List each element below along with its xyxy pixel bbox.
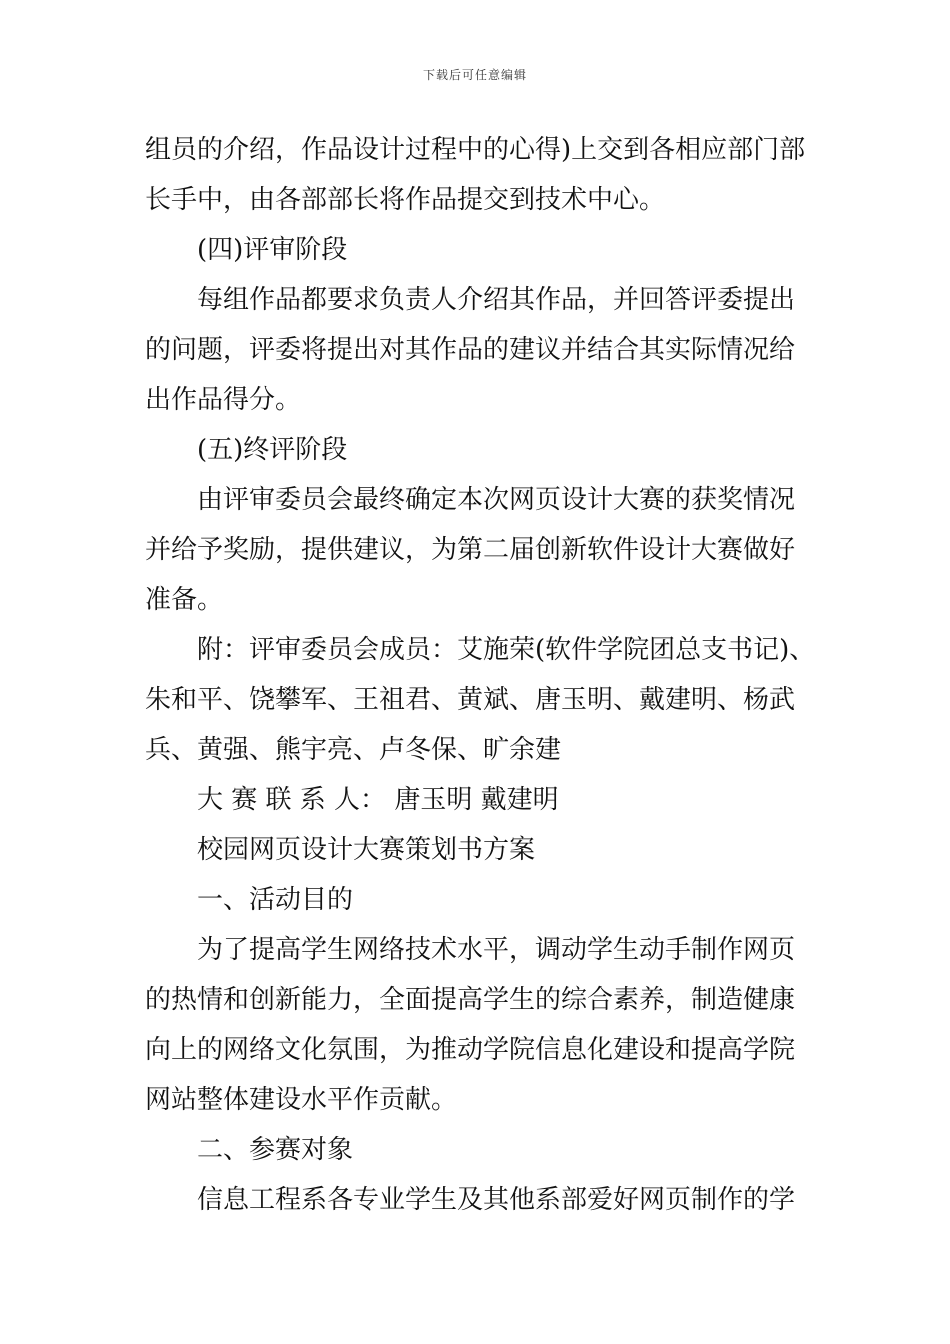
text-line: 由评审委员会最终确定本次网页设计大赛的获奖情况 [197, 485, 796, 515]
text-line: 校园网页设计大赛策划书方案 [197, 835, 536, 865]
text-line: 一、活动目的 [197, 885, 354, 915]
text-line: 的问题，评委将提出对其作品的建议并结合其实际情况给 [145, 335, 796, 365]
text-line: 组员的介绍，作品设计过程中的心得)上交到各相应部门部 [145, 135, 806, 165]
document-body [145, 125, 815, 1225]
text-line: 信息工程系各专业学生及其他系部爱好网页制作的学 [197, 1185, 796, 1215]
text-line: 兵、黄强、熊宇亮、卢冬保、旷余建 [145, 735, 562, 765]
text-line: (五)终评阶段 [197, 435, 348, 465]
text-line: 准备。 [145, 585, 224, 615]
text-line: 并给予奖励，提供建议，为第二届创新软件设计大赛做好 [145, 535, 796, 565]
text-line: 的热情和创新能力，全面提高学生的综合素养，制造健康 [145, 985, 796, 1015]
text-line: (四)评审阶段 [197, 235, 348, 265]
text-line: 出作品得分。 [145, 385, 302, 415]
text-line: 为了提高学生网络技术水平，调动学生动手制作网页 [197, 935, 796, 965]
text-line: 大 赛 联 系 人： 唐玉明 戴建明 [197, 785, 559, 815]
text-line: 二、参赛对象 [197, 1135, 354, 1165]
text-line: 附：评审委员会成员：艾施荣(软件学院团总支书记)、 [197, 635, 815, 665]
page-header: 下载后可任意编辑 [422, 68, 527, 82]
text-line: 长手中，由各部部长将作品提交到技术中心。 [145, 185, 666, 215]
text-line: 网站整体建设水平作贡献。 [145, 1085, 458, 1115]
text-line: 向上的网络文化氛围，为推动学院信息化建设和提高学院 [145, 1035, 796, 1065]
text-line: 朱和平、饶攀军、王祖君、黄斌、唐玉明、戴建明、杨武 [145, 685, 796, 715]
text-line: 每组作品都要求负责人介绍其作品，并回答评委提出 [197, 285, 796, 315]
